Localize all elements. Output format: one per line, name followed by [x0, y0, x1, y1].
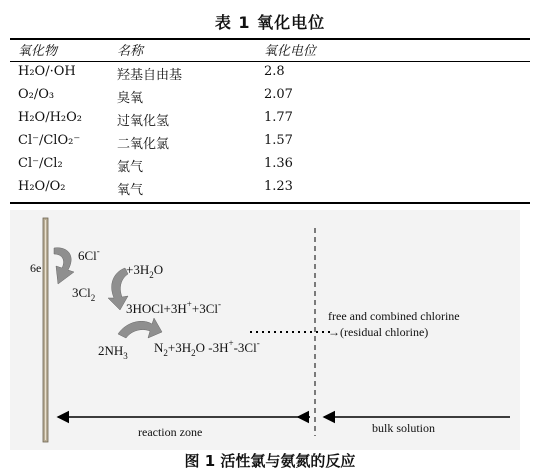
figure-caption: 图 1 活性氯与氨氮的反应 [184, 452, 356, 470]
curved-arrow-icon [108, 268, 128, 310]
name-cell: 臭氧 [117, 91, 144, 106]
table-row [12, 87, 528, 109]
header-oxidant: 氧化物 [18, 44, 58, 59]
name-cell: 羟基自由基 [117, 68, 183, 83]
table-title: 表 1 氧化电位 [214, 13, 326, 32]
name-cell: 氧气 [117, 183, 144, 198]
table-row [12, 179, 528, 201]
water-in-label: $+3H_2O$ [126, 262, 164, 280]
ammonia-label: $2NH_3$ [98, 343, 128, 361]
oxidant-cell: Cl⁻/ClO₂⁻ [18, 133, 81, 148]
potential-cell: 1.23 [264, 179, 293, 194]
hocl-label: 3HOCl+3H++3Cl- [126, 299, 221, 316]
table-row [12, 110, 528, 132]
table-bottom-rule [10, 202, 530, 204]
free-chlorine-label: free and combined chlorine [328, 309, 460, 323]
oxidant-cell: H₂O/·OH [18, 64, 76, 79]
products-label: $N_2+3H_2O$ -3H+-3Cl- [154, 338, 260, 358]
potential-cell: 1.36 [264, 156, 293, 171]
bulk-solution-label: bulk solution [372, 421, 436, 435]
reaction-diagram [10, 210, 520, 450]
oxidant-cell: O₂/O₃ [18, 87, 55, 102]
chloride-in-label: 6Cl- [78, 246, 100, 263]
oxidant-cell: H₂O/O₂ [18, 179, 66, 194]
potential-cell: 2.07 [264, 87, 293, 102]
table-row [12, 156, 528, 178]
name-cell: 过氧化氢 [117, 114, 170, 129]
oxidant-cell: H₂O/H₂O₂ [18, 110, 83, 125]
table-row [12, 133, 528, 155]
header-potential: 氧化电位 [264, 44, 317, 59]
electrons-label: 6e [30, 261, 42, 275]
curved-arrow-icon [118, 318, 162, 338]
reaction-zone-label: reaction zone [138, 425, 203, 439]
potential-cell: 1.57 [264, 133, 293, 148]
chlorine-label: $3Cl_2$ [72, 285, 96, 303]
residual-chlorine-label: →(residual chlorine) [328, 325, 429, 339]
table-header-row [12, 40, 528, 62]
potential-cell: 2.8 [264, 64, 285, 79]
name-cell: 氯气 [117, 160, 144, 175]
table-row [12, 64, 528, 86]
reaction-figure [10, 210, 520, 450]
table-header-rule [10, 61, 530, 62]
curved-arrow-icon [54, 248, 74, 284]
potential-cell: 1.77 [264, 110, 293, 125]
header-name: 名称 [117, 44, 144, 59]
oxidant-cell: Cl⁻/Cl₂ [18, 156, 63, 171]
name-cell: 二氧化氯 [117, 137, 170, 152]
